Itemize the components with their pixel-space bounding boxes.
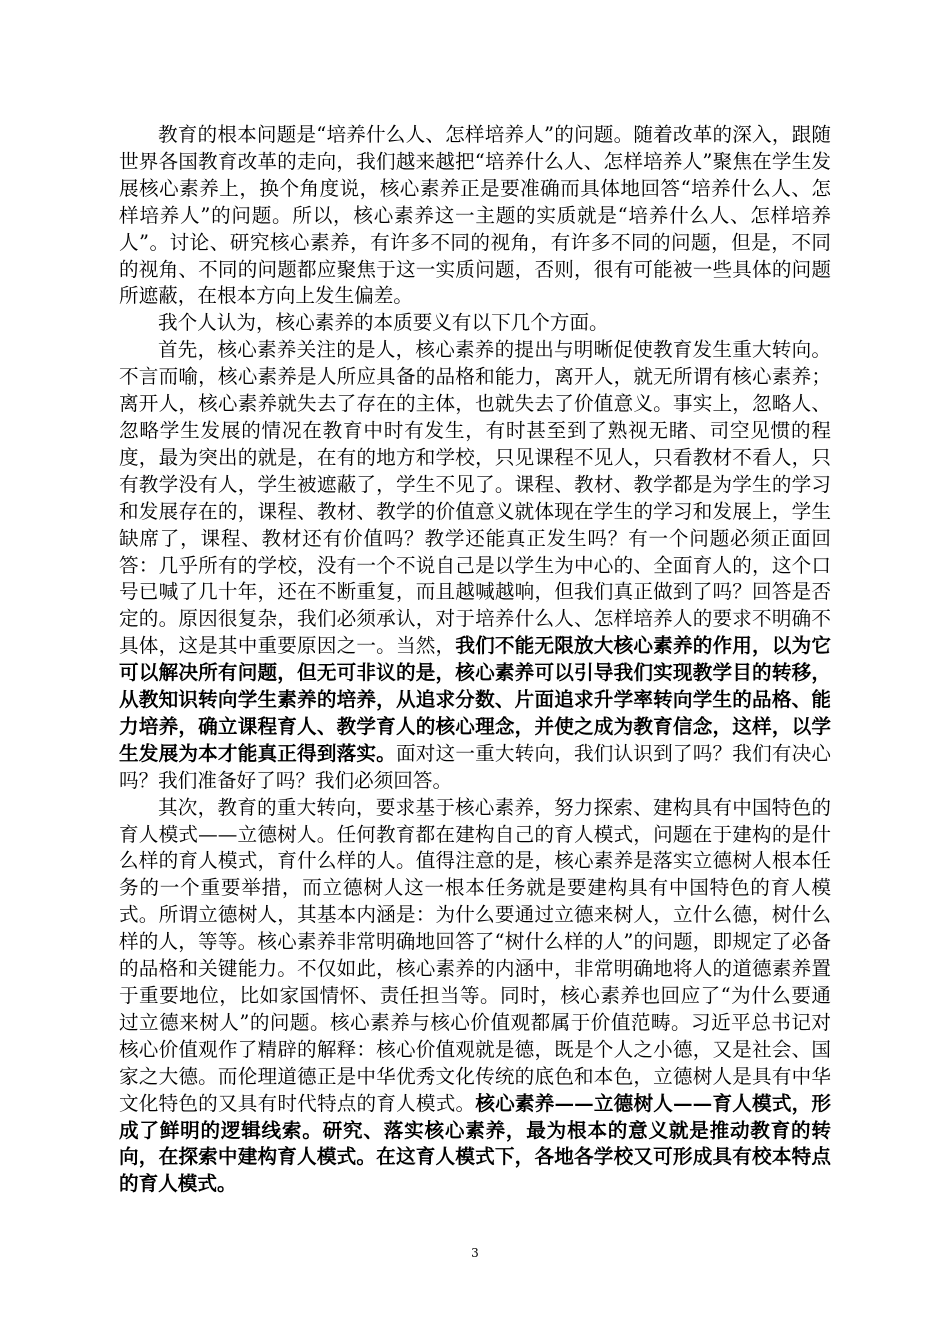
paragraph-first-point [119, 337, 831, 794]
paragraph-text: 我个人认为，核心素养的本质要义有以下几个方面。 [158, 311, 609, 335]
document-body [119, 122, 831, 1198]
paragraph-aspects [119, 310, 831, 337]
emphasized-text: 我们不能无限放大核心素养的作用，以为它可以解决所有问题，但无可非议的是，核心素养可以引导我们实现教学目的转移，从教知识转向学生素养的培养，从追求分数、片面追求升学率转向学生的品格、能力培养，确立课程育人、教学育人的核心理念，并使之成为教育信念，这样，以学生发展为本才能真正得到落实。 [119, 634, 832, 765]
paragraph-second-point [119, 795, 831, 1199]
paragraph-text: 首先，核心素养关注的是人，核心素养的提出与明晰促使教育发生重大转向。不言而喻，核心素养是人所应具备的品格和能力，离开人，就无所谓有核心素养；离开人，核心素养就失去了存在的主体，也就失去了价值意义。事实上，忽略人、忽略学生发展的情况在教育中时有发生，有时甚至到了熟视无睹、司空见惯的程度，最为突出的就是，在有的地方和学校，只见课程不见人，只看教材不看人，只有教学没有人，学生被遮蔽了，学生不见了。课程、教材、教学都是为学生的学习和发展存在的，课程、教材、教学的价值意义就体现在学生的学习和发展上，学生缺席了，课程、教材还有价值吗？教学还能真正发生吗？有一个问题必须正面回答：几乎所有的学校，没有一个不说自己是以学生为中心的、全面育人的，这个口号已喊了几十年，还在不断重复，而且越喊越响，但我们真正做到了吗？回答是否定的。原因很复杂，我们必须承认，对于培养什么人、怎样培养人的要求不明确不具体，这是其中重要原因之一。当然， [119, 338, 831, 658]
page-number: 3 [471, 1246, 479, 1260]
paragraph-text: 教育的根本问题是“培养什么人、怎样培养人”的问题。随着改革的深入，跟随世界各国教育改革的走向，我们越来越把“培养什么人、怎样培养人”聚焦在学生发展核心素养上，换个角度说，核心素养正是要准确而具体地回答“培养什么人、怎样培养人”的问题。所以，核心素养这一主题的实质就是“培养什么人、怎样培养人”。讨论、研究核心素养，有许多不同的视角，有许多不同的问题，但是，不同的视角、不同的问题都应聚焦于这一实质问题，否则，很有可能被一些具体的问题所遮蔽，在根本方向上发生偏差。 [119, 123, 831, 308]
paragraph-intro [119, 122, 831, 310]
paragraph-text: 其次，教育的重大转向，要求基于核心素养，努力探索、建构具有中国特色的育人模式——立德树人。任何教育都在建构自己的育人模式，问题在于建构的是什么样的育人模式，育什么样的人。值得注意的是，核心素养是落实立德树人根本任务的一个重要举措，而立德树人这一根本任务就是要建构具有中国特色的育人模式。所谓立德树人，其基本内涵是：为什么要通过立德来树人，立什么德，树什么样的人，等等。核心素养非常明确地回答了“树什么样的人”的问题，即规定了必备的品格和关键能力。不仅如此，核心素养的内涵中，非常明确地将人的道德素养置于重要地位，比如家国情怀、责任担当等。同时，核心素养也回应了“为什么要通过立德来树人”的问题。核心素养与核心价值观都属于价值范畴。习近平总书记对核心价值观作了精辟的解释：核心价值观就是德，既是个人之小德，又是社会、国家之大德。而伦理道德正是中华优秀文化传统的底色和本色，立德树人是具有中华文化特色的又具有时代特点的育人模式。 [119, 795, 831, 1115]
emphasized-text: 核心素养——立德树人——育人模式，形成了鲜明的逻辑线索。研究、落实核心素养，最为根本的意义就是推动教育的转向，在探索中建构育人模式。在这育人模式下，各地各学校又可形成具有校本特点的育人模式。 [119, 1091, 832, 1196]
paragraph-text: 面对这一重大转向，我们认识到了吗？我们有决心吗？我们准备好了吗？我们必须回答。 [119, 741, 832, 792]
